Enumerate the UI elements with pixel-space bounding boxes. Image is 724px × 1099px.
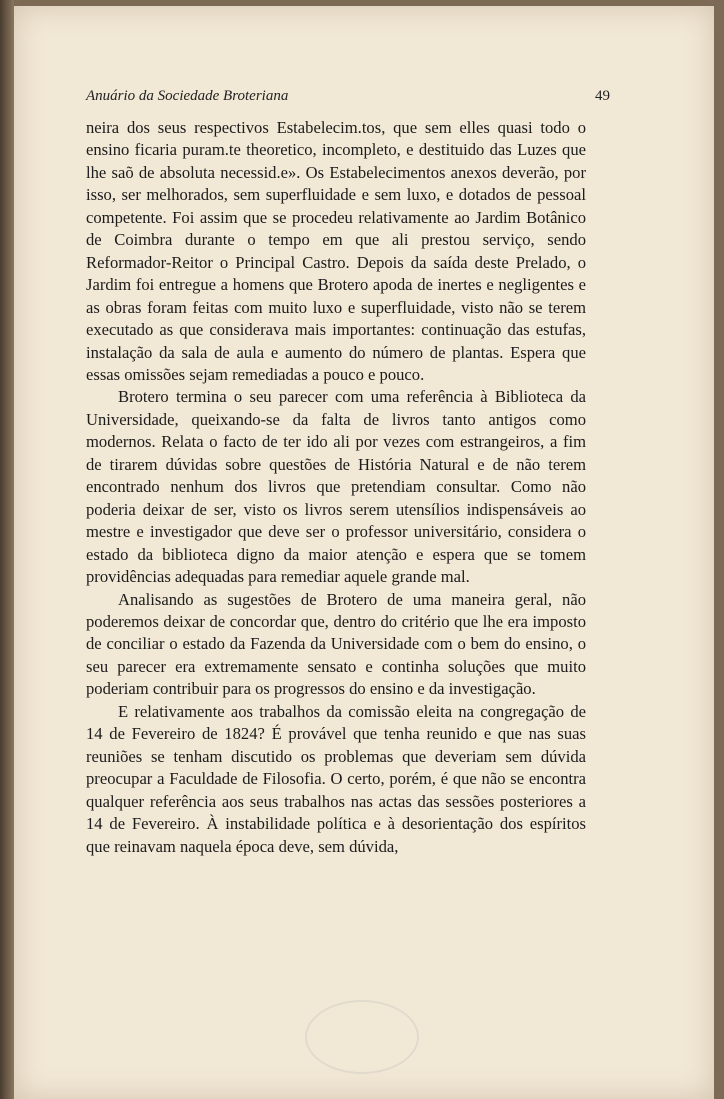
paragraph-3: Analisando as sugestões de Brotero de uma maneira geral, não poderemos deixar de concordar que, dentro do critério que lhe era imposto de conciliar o estado da Fazenda da Universidade com o bem do ensino, o seu parecer era extremamente sensato e continha soluções que muito poderiam contribuir para os progressos do ensino e da investigação. (86, 589, 586, 699)
paragraph-4: E relativamente aos trabalhos da comissão eleita na congregação de 14 de Fevereiro de 1824? É provável que tenha reunido e que nas suas reuniões se tenham discutido os problemas que deveriam sem dúvida preocupar a Faculdade de Filosofia. O certo, porém, é que não se encontra qualquer referência aos seus trabalhos nas actas das sessões posteriores a 14 de Fevereiro. À instabilidade política e à desorientação dos espíritos que reinavam naquela época deve, sem dúvida, (86, 701, 586, 856)
page-header (86, 88, 610, 108)
paragraph-2: Brotero termina o seu parecer com uma referência à Biblioteca da Universidade, queixando-se da falta de livros tanto antigos como modernos. Relata o facto de ter ido ali por vezes com estrangeiros, a fim de tirarem dúvidas sobre questões de História Natural e de não terem encontrado nenhum dos livros que pretendiam consultar. Como não poderia deixar de ser, visto os livros serem utensílios indispensáveis ao mestre e investigador que deve ser o professor universitário, considera o estado da biblioteca digno da maior atenção e espera que se tomem providências adequadas para remediar aquele grande mal. (86, 387, 586, 587)
faded-library-stamp (305, 1000, 419, 1074)
paragraph-1: neira dos seus respectivos Estabelecim.tos, que sem elles quasi todo o ensino ficaria puram.te theoretico, incompleto, e destituido das Luzes que lhe saõ de absoluta necessid.e». Os Estabelecimentos anexos deverão, por isso, ser melhorados, sem superfluidade e sem luxo, e dotados de pessoal competente. Foi assim que se procedeu relativamente ao Jardim Botânico de Coimbra durante o tempo em que ali prestou serviço, sendo Reformador-Reitor o Principal Castro. Depois da saída deste Prelado, o Jardim foi entregue a homens que Brotero apoda de inertes e negligentes e as obras foram feitas com muito luxo e superfluidade, visto não se terem executado as que considerava mais importantes: continuação das estufas, instalação da sala de aula e aumento do número de plantas. Espera que essas omissões sejam remediadas a pouco e pouco. (86, 118, 586, 384)
page-number: 49 (595, 88, 610, 104)
running-title: Anuário da Sociedade Broteriana (86, 88, 289, 104)
page-binding-edge (0, 0, 14, 1099)
body-text (86, 117, 586, 858)
